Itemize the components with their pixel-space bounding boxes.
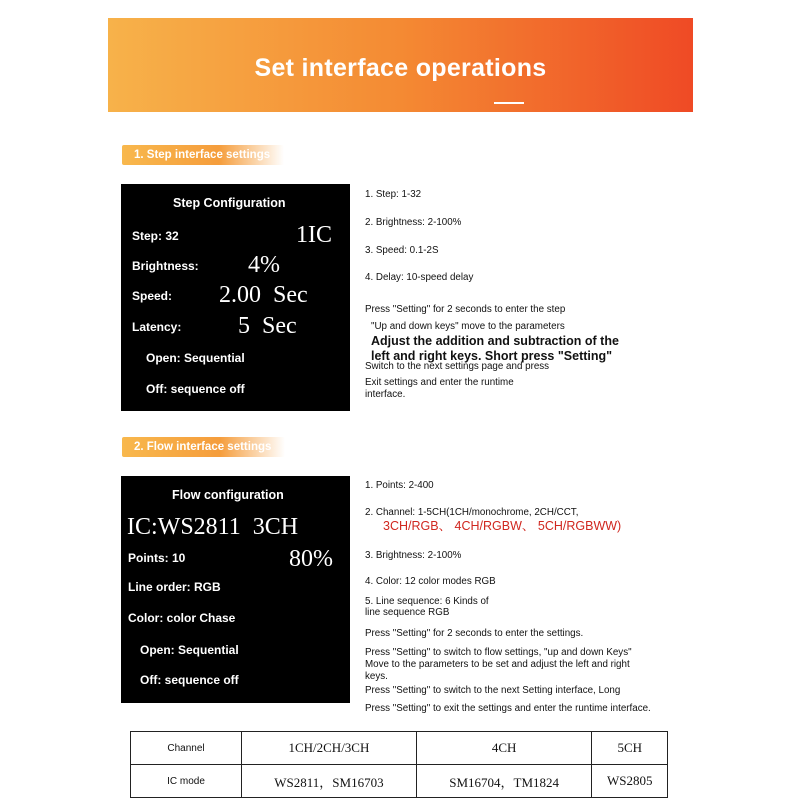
step-desc-4: 4. Delay: 10-speed delay — [365, 272, 474, 283]
page-title: Set interface operations — [254, 54, 547, 82]
step-instruction-4: left and right keys. Short press "Setting" — [371, 349, 613, 363]
ic-mode-table — [130, 731, 668, 798]
points-label: Points: 10 — [128, 551, 186, 565]
section-label-step: 1. Step interface settings — [122, 145, 284, 165]
title-underline — [494, 102, 524, 104]
flow-desc-3: 3. Brightness: 2-100% — [365, 550, 462, 561]
flow-instruction-3: Move to the parameters to be set and adjust the left and right — [365, 659, 630, 670]
step-instruction-1: Press "Setting" for 2 seconds to enter the step — [365, 304, 566, 315]
table-cell: 1CH/2CH/3CH — [242, 732, 417, 765]
flow-open-mode-label: Open: Sequential — [140, 643, 239, 657]
table-cell: Channel — [131, 732, 242, 765]
line-order-label: Line order: RGB — [128, 580, 221, 594]
speed-value: 2.00 Sec — [219, 282, 308, 308]
step-instruction-2: "Up and down keys" move to the parameters — [371, 321, 565, 332]
table-row — [131, 765, 668, 798]
ic-type-line: IC:WS2811 3CH — [127, 514, 299, 540]
speed-label: Speed: — [132, 289, 173, 303]
flow-off-mode-label: Off: sequence off — [140, 673, 239, 687]
flow-desc-2-channels: 3CH/RGB、 4CH/RGBW、 5CH/RGBWW) — [383, 519, 622, 533]
flow-instruction-2: Press "Setting" to switch to flow settings, "up and down Keys" — [365, 647, 632, 658]
flow-screen-title: Flow configuration — [172, 488, 284, 502]
flow-instruction-5: Press "Setting" to switch to the next Setting interface, Long — [365, 685, 621, 696]
latency-label: Latency: — [132, 320, 182, 334]
table-cell: WS2805 — [592, 765, 668, 798]
table-cell: 5CH — [592, 732, 668, 765]
flow-instruction-4: keys. — [365, 671, 388, 682]
flow-desc-1: 1. Points: 2-400 — [365, 480, 434, 491]
flow-desc-2: 2. Channel: 1-5CH(1CH/monochrome, 2CH/CCT, — [365, 507, 579, 518]
latency-value: 5 Sec — [238, 313, 297, 339]
flow-instruction-1: Press "Setting" for 2 seconds to enter the settings. — [365, 628, 584, 639]
step-desc-1: 1. Step: 1-32 — [365, 189, 422, 200]
open-mode-label: Open: Sequential — [146, 351, 245, 365]
step-desc-3: 3. Speed: 0.1-2S — [365, 245, 439, 256]
brightness-value: 4% — [248, 252, 280, 278]
step-config-screen — [121, 184, 350, 411]
step-instruction-5: Switch to the next settings page and press — [365, 361, 550, 372]
flow-config-screen — [121, 476, 350, 703]
step-screen-title: Step Configuration — [173, 196, 286, 210]
flow-desc-5a: 5. Line sequence: 6 Kinds of — [365, 596, 489, 607]
step-instruction-3: Adjust the addition and subtraction of the — [371, 334, 619, 348]
ic-count-value: 1IC — [296, 222, 332, 248]
flow-instruction-6: Press "Setting" to exit the settings and enter the runtime interface. — [365, 703, 651, 714]
color-label: Color: color Chase — [128, 611, 236, 625]
table-cell: WS2811，SM16703 — [242, 765, 417, 798]
step-label: Step: 32 — [132, 229, 179, 243]
section-label-flow: 2. Flow interface settings — [122, 437, 285, 457]
flow-desc-5b: line sequence RGB — [365, 607, 450, 618]
table-cell: 4CH — [416, 732, 592, 765]
brightness-label: Brightness: — [132, 259, 199, 273]
flow-desc-4: 4. Color: 12 color modes RGB — [365, 576, 496, 587]
header-banner — [108, 18, 693, 112]
step-desc-2: 2. Brightness: 2-100% — [365, 217, 462, 228]
table-cell: SM16704，TM1824 — [416, 765, 592, 798]
step-instruction-7: interface. — [365, 389, 406, 400]
off-mode-label: Off: sequence off — [146, 382, 245, 396]
step-instruction-6: Exit settings and enter the runtime — [365, 377, 514, 388]
table-row — [131, 732, 668, 765]
table-cell: IC mode — [131, 765, 242, 798]
flow-brightness-value: 80% — [289, 546, 333, 572]
